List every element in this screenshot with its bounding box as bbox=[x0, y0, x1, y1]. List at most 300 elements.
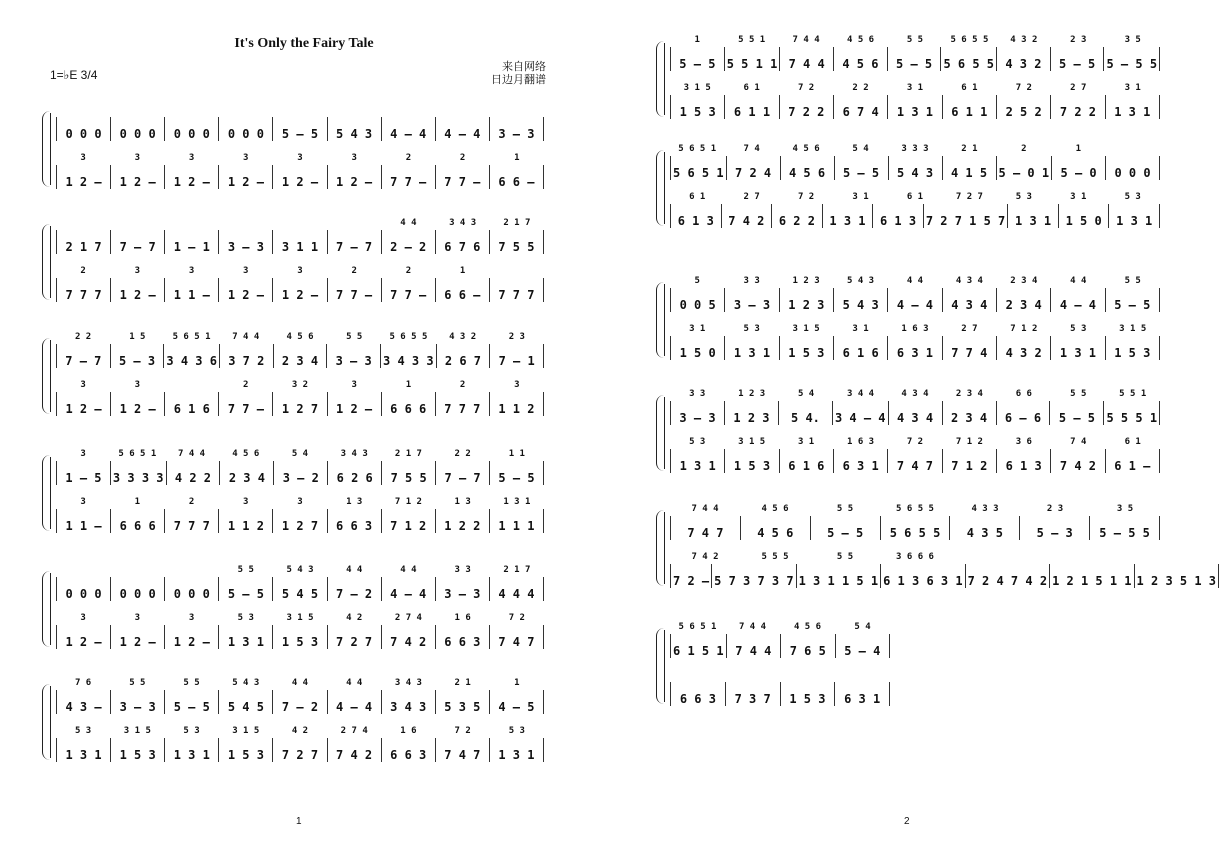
chord-notes: 3 bbox=[297, 153, 303, 163]
chord-notes: 4 2 bbox=[291, 726, 309, 736]
measure: 7 7 4 bbox=[943, 336, 997, 360]
measure: 1 5 3 bbox=[780, 336, 834, 360]
measure: 7 7 – bbox=[436, 165, 490, 189]
measure: 5 4 3 bbox=[834, 288, 888, 312]
measure: 6 2 2 bbox=[772, 204, 823, 228]
chord-notes: 5 5 bbox=[237, 565, 254, 575]
chord-notes: 3 1 5 bbox=[286, 613, 314, 623]
chord-notes: 7 4 4 bbox=[792, 35, 820, 45]
measure: 6 6 3 bbox=[436, 625, 490, 649]
measure: 2 3 4 bbox=[943, 401, 997, 425]
system-bracket-line bbox=[50, 457, 51, 529]
score-page-1 bbox=[0, 0, 608, 841]
measure: 1 1 2 bbox=[219, 509, 273, 533]
measure: 6 – 6 bbox=[997, 401, 1051, 425]
measure: 7 2 7 bbox=[328, 625, 382, 649]
score-system bbox=[52, 678, 544, 762]
measure: 3 3 3 3 bbox=[111, 461, 167, 485]
chord-notes: 2 7 bbox=[1070, 83, 1087, 93]
measure: 5 – 3 bbox=[1020, 516, 1090, 540]
chord-notes: 2 bbox=[351, 266, 357, 276]
measure: 7 2 2 bbox=[780, 95, 834, 119]
measure: 3 4 – 4 bbox=[833, 401, 889, 425]
measure: 0 0 0 bbox=[165, 117, 219, 141]
measure: 6 6 6 bbox=[382, 392, 436, 416]
lower-chord-row bbox=[670, 83, 1160, 93]
measure: 5 – 5 bbox=[1050, 401, 1104, 425]
chord-notes: 3 bbox=[351, 380, 357, 390]
measure: 6 7 6 bbox=[436, 230, 490, 254]
measure: 3 7 2 bbox=[220, 344, 274, 368]
chord-notes: 2 3 bbox=[1046, 504, 1064, 514]
measure: 7 – 7 bbox=[436, 461, 490, 485]
chord-notes: 2 7 bbox=[743, 192, 760, 202]
chord-notes: 7 2 bbox=[1015, 83, 1032, 93]
measure: 6 1 3 bbox=[670, 204, 722, 228]
measure: 6 3 1 bbox=[834, 449, 888, 473]
chord-notes: 2 1 bbox=[961, 144, 978, 154]
chord-notes: 5 3 bbox=[1124, 192, 1141, 202]
measure: 7 1 2 bbox=[943, 449, 997, 473]
measure: 6 6 3 bbox=[382, 738, 436, 762]
measure: 6 1 6 bbox=[780, 449, 834, 473]
measure: 2 3 4 bbox=[997, 288, 1051, 312]
measure: 1 5 3 bbox=[781, 682, 836, 706]
measure: 1 5 0 bbox=[670, 336, 725, 360]
score-system bbox=[666, 504, 1217, 588]
lower-chord-row bbox=[56, 380, 544, 390]
system-bracket-line bbox=[664, 152, 665, 224]
measure: 7 5 5 bbox=[490, 230, 544, 254]
chord-notes: 4 4 bbox=[346, 565, 363, 575]
measure: 2 6 7 bbox=[437, 344, 491, 368]
measure: 3 – 3 bbox=[111, 690, 165, 714]
score-system bbox=[666, 389, 1160, 473]
measure: 7 2 4 7 4 2 bbox=[966, 564, 1050, 588]
chord-notes: 3 bbox=[188, 153, 195, 163]
measure: 1 3 1 1 5 1 bbox=[797, 564, 881, 588]
chord-notes: 2 3 bbox=[1070, 35, 1087, 45]
chord-notes: 2 bbox=[405, 266, 412, 276]
song-title: It's Only the Fairy Tale bbox=[234, 36, 374, 51]
chord-notes: 5 6 5 5 bbox=[896, 504, 934, 514]
chord-notes: 1 5 bbox=[129, 332, 146, 342]
chord-notes: 2 bbox=[1021, 144, 1027, 154]
chord-notes: 1 3 1 bbox=[503, 497, 531, 507]
chord-notes: 5 6 5 1 bbox=[172, 332, 211, 342]
measure: 0 0 0 bbox=[111, 577, 165, 601]
system-bracket-line bbox=[664, 512, 665, 584]
chord-notes: 1 2 3 bbox=[792, 276, 820, 286]
chord-notes: 3 bbox=[80, 497, 86, 507]
measure: 7 – 7 bbox=[328, 230, 382, 254]
measure: 1 3 1 bbox=[56, 738, 111, 762]
score-system bbox=[666, 622, 890, 706]
chord-notes: 1 3 bbox=[454, 497, 471, 507]
measure: 4 5 6 bbox=[781, 156, 835, 180]
measure: 1 5 0 bbox=[1059, 204, 1110, 228]
chord-notes bbox=[56, 218, 110, 228]
chord-notes bbox=[490, 266, 544, 276]
measure: 5 6 5 5 bbox=[941, 47, 997, 71]
chord-notes bbox=[164, 380, 218, 390]
chord-notes: 4 4 bbox=[906, 276, 924, 286]
measure: 7 – 7 bbox=[56, 344, 111, 368]
upper-chord-row bbox=[56, 449, 544, 459]
measure: 1 2 – bbox=[165, 625, 219, 649]
measure: 1 2 – bbox=[111, 392, 165, 416]
chord-notes bbox=[164, 218, 218, 228]
chord-notes: 2 bbox=[405, 153, 412, 163]
measure: 1 3 1 bbox=[490, 738, 544, 762]
measure: 5 – 5 bbox=[273, 117, 327, 141]
chord-notes: 4 5 6 bbox=[232, 449, 260, 459]
chord-notes: 3 1 bbox=[689, 324, 706, 334]
upper-staff bbox=[670, 288, 1160, 312]
measure: 4 5 6 bbox=[834, 47, 888, 71]
chord-notes: 3 5 bbox=[1116, 504, 1134, 514]
lower-staff bbox=[56, 738, 544, 762]
measure: 7 4 2 bbox=[382, 625, 436, 649]
measure: 1 1 – bbox=[165, 278, 219, 302]
chord-notes: 3 bbox=[188, 266, 195, 276]
measure: 6 1 3 bbox=[873, 204, 924, 228]
lower-staff bbox=[670, 449, 1160, 473]
chord-notes: 3 2 bbox=[291, 380, 309, 390]
chord-notes: 1 bbox=[514, 678, 520, 688]
measure: 3 – 3 bbox=[490, 117, 544, 141]
lower-staff bbox=[670, 95, 1160, 119]
chord-notes: 3 1 5 bbox=[792, 324, 820, 334]
page-number-2: 2 bbox=[904, 816, 910, 827]
chord-notes: 1 6 3 bbox=[901, 324, 929, 334]
chord-notes: 3 bbox=[134, 153, 141, 163]
measure: 4 3 2 bbox=[997, 336, 1051, 360]
chord-notes bbox=[164, 565, 218, 575]
chord-notes: 3 1 5 bbox=[683, 83, 711, 93]
measure: 1 – 1 bbox=[165, 230, 219, 254]
chord-notes: 4 3 4 bbox=[955, 276, 983, 286]
measure: 7 7 7 bbox=[56, 278, 111, 302]
chord-notes: 5 5 bbox=[1124, 276, 1141, 286]
chord-notes: 2 7 bbox=[961, 324, 978, 334]
score-system bbox=[666, 276, 1160, 360]
score-system bbox=[52, 449, 544, 533]
chord-notes: 3 1 5 bbox=[123, 726, 151, 736]
measure: 5 – 0 bbox=[1052, 156, 1106, 180]
measure: 6 1 3 6 3 1 bbox=[881, 564, 965, 588]
measure: 5 – 5 bbox=[1051, 47, 1105, 71]
chord-notes: 1 bbox=[459, 266, 466, 276]
chord-notes: 3 bbox=[134, 380, 141, 390]
chord-notes: 4 3 3 bbox=[971, 504, 999, 514]
chord-notes: 3 4 4 bbox=[846, 389, 875, 399]
measure: 7 4 7 bbox=[436, 738, 490, 762]
chord-notes: 2 bbox=[80, 266, 86, 276]
chord-notes: 2 1 7 bbox=[503, 565, 531, 575]
chord-notes: 3 bbox=[80, 380, 86, 390]
upper-staff bbox=[670, 156, 1160, 180]
measure: 1 3 1 bbox=[219, 625, 273, 649]
measure: 1 2 3 bbox=[780, 288, 834, 312]
measure: 1 2 – bbox=[273, 165, 327, 189]
measure: 1 2 3 5 1 3 bbox=[1135, 564, 1219, 588]
chord-notes: 7 4 4 bbox=[691, 504, 719, 514]
measure: 4 1 5 bbox=[943, 156, 997, 180]
score-system bbox=[52, 113, 544, 189]
chord-notes: 5 3 bbox=[74, 726, 92, 736]
measure: 6 6 – bbox=[436, 278, 490, 302]
measure: 4 – 4 bbox=[888, 288, 942, 312]
lower-chord-row bbox=[670, 552, 1160, 562]
lower-staff bbox=[670, 336, 1160, 360]
chord-notes: 2 3 bbox=[508, 332, 525, 342]
system-bracket-line bbox=[664, 43, 665, 115]
measure: 6 1 1 bbox=[725, 95, 779, 119]
measure: 6 1 5 1 bbox=[670, 634, 727, 658]
chord-notes: 2 3 4 bbox=[955, 389, 983, 399]
chord-notes: 5 6 5 5 bbox=[950, 35, 989, 45]
lower-staff bbox=[56, 278, 544, 302]
measure: 7 2 – bbox=[670, 564, 712, 588]
chord-notes: 7 4 bbox=[743, 144, 760, 154]
chord-notes: 2 1 bbox=[454, 678, 471, 688]
measure: 1 3 1 bbox=[165, 738, 219, 762]
chord-notes: 4 4 bbox=[291, 678, 309, 688]
chord-notes: 3 1 5 bbox=[738, 437, 766, 447]
measure: 7 – 7 bbox=[111, 230, 165, 254]
lower-staff bbox=[670, 682, 890, 706]
measure: 4 2 2 bbox=[167, 461, 221, 485]
measure: 1 2 7 bbox=[273, 509, 327, 533]
measure: 7 4 4 bbox=[727, 634, 781, 658]
chord-notes: 1 bbox=[134, 497, 141, 507]
chord-notes: 5 4 bbox=[797, 389, 815, 399]
measure: 4 3 2 bbox=[997, 47, 1051, 71]
upper-chord-row bbox=[56, 565, 544, 575]
chord-notes: 4 3 4 bbox=[901, 389, 929, 399]
measure: 7 5 5 bbox=[382, 461, 436, 485]
chord-notes: 4 4 bbox=[1070, 276, 1087, 286]
measure: 0 0 0 bbox=[219, 117, 273, 141]
measure: 0 0 5 bbox=[670, 288, 725, 312]
chord-notes: 4 4 bbox=[346, 678, 363, 688]
measure: 6 1 6 bbox=[165, 392, 219, 416]
chord-notes bbox=[110, 565, 164, 575]
measure: 1 2 – bbox=[328, 392, 382, 416]
chord-notes: 4 5 6 bbox=[846, 35, 875, 45]
measure: 1 5 3 bbox=[725, 449, 779, 473]
measure: 1 5 3 bbox=[1106, 336, 1160, 360]
measure: 7 7 7 bbox=[436, 392, 490, 416]
chord-notes: 3 bbox=[188, 613, 195, 623]
measure: 5 3 5 bbox=[436, 690, 490, 714]
measure: 5 5 1 1 bbox=[725, 47, 781, 71]
chord-notes: 3 1 bbox=[852, 324, 869, 334]
chord-notes: 7 2 bbox=[508, 613, 525, 623]
measure: 5 – 5 bbox=[1106, 288, 1160, 312]
chord-notes: 3 bbox=[243, 497, 249, 507]
upper-staff bbox=[670, 516, 1160, 540]
measure: 4 3 4 bbox=[889, 401, 943, 425]
chord-notes: 3 1 bbox=[1124, 83, 1141, 93]
measure: 3 – 2 bbox=[274, 461, 328, 485]
measure: 0 0 0 bbox=[111, 117, 165, 141]
measure: 4 – 4 bbox=[382, 117, 436, 141]
chord-notes: 6 1 bbox=[1124, 437, 1141, 447]
chord-notes: 7 2 bbox=[454, 726, 471, 736]
upper-chord-row bbox=[670, 389, 1160, 399]
system-bracket-line bbox=[50, 686, 51, 758]
chord-notes: 6 1 bbox=[743, 83, 760, 93]
system-bracket-line bbox=[50, 113, 51, 185]
chord-notes: 7 2 bbox=[797, 83, 815, 93]
score-system bbox=[52, 332, 544, 416]
measure: 7 – 2 bbox=[273, 690, 327, 714]
chord-notes: 4 5 6 bbox=[761, 504, 789, 514]
chord-notes bbox=[56, 565, 110, 575]
chord-notes: 5 5 5 bbox=[761, 552, 789, 562]
measure: 5 4. bbox=[779, 401, 833, 425]
chord-notes: 7 1 2 bbox=[955, 437, 983, 447]
source-line-1: 来自网络 bbox=[502, 61, 546, 73]
measure: 1 2 – bbox=[56, 165, 111, 189]
measure: 5 6 5 5 bbox=[881, 516, 951, 540]
measure: 1 3 1 bbox=[1109, 204, 1160, 228]
measure: 3 4 3 6 bbox=[164, 344, 220, 368]
chord-notes: 3 bbox=[297, 266, 303, 276]
upper-staff bbox=[670, 401, 1160, 425]
chord-notes bbox=[219, 218, 273, 228]
measure: 7 2 4 bbox=[727, 156, 781, 180]
measure: 5 – 4 bbox=[836, 634, 890, 658]
lower-staff bbox=[56, 392, 544, 416]
chord-notes: 3 bbox=[134, 613, 141, 623]
source-credit bbox=[491, 61, 546, 87]
chord-notes: 5 6 5 5 bbox=[389, 332, 428, 342]
measure: 3 4 3 bbox=[382, 690, 436, 714]
measure: 3 – 3 bbox=[670, 401, 725, 425]
measure: 4 3 – bbox=[56, 690, 111, 714]
upper-chord-row bbox=[56, 332, 544, 342]
measure: 7 4 2 bbox=[328, 738, 382, 762]
measure: 7 4 2 bbox=[722, 204, 773, 228]
chord-notes: 3 4 3 bbox=[394, 678, 422, 688]
measure: 5 – 5 bbox=[165, 690, 219, 714]
chord-notes: 2 3 4 bbox=[1010, 276, 1038, 286]
chord-notes: 6 1 bbox=[689, 192, 706, 202]
measure: 6 6 6 bbox=[111, 509, 165, 533]
measure: 7 7 – bbox=[328, 278, 382, 302]
measure: 7 7 – bbox=[219, 392, 273, 416]
measure: 6 1 – bbox=[1106, 449, 1160, 473]
system-bracket-line bbox=[664, 284, 665, 356]
chord-notes: 5 5 bbox=[1070, 389, 1087, 399]
upper-chord-row bbox=[670, 276, 1160, 286]
measure: 4 – 4 bbox=[328, 690, 382, 714]
chord-notes: 3 3 3 bbox=[901, 144, 929, 154]
chord-notes: 3 1 5 bbox=[1119, 324, 1147, 334]
lower-chord-row bbox=[670, 324, 1160, 334]
key-signature: 1=♭E 3/4 bbox=[50, 68, 98, 82]
measure: 6 6 3 bbox=[328, 509, 382, 533]
upper-staff bbox=[56, 690, 544, 714]
chord-notes: 4 3 2 bbox=[449, 332, 477, 342]
upper-chord-row bbox=[670, 622, 890, 632]
chord-notes: 3 3 bbox=[689, 389, 706, 399]
chord-notes: 7 4 bbox=[1070, 437, 1087, 447]
measure: 5 4 3 bbox=[328, 117, 382, 141]
upper-chord-row bbox=[56, 218, 544, 228]
measure: 7 2 2 bbox=[1051, 95, 1105, 119]
system-bracket-line bbox=[50, 573, 51, 645]
measure: 1 2 – bbox=[111, 625, 165, 649]
measure: 7 4 4 bbox=[780, 47, 834, 71]
chord-notes: 1 bbox=[694, 35, 700, 45]
chord-notes: 5 3 bbox=[508, 726, 525, 736]
measure: 4 3 4 bbox=[943, 288, 997, 312]
score-system bbox=[666, 35, 1160, 119]
measure: 7 4 2 bbox=[1051, 449, 1105, 473]
lower-chord-row bbox=[56, 613, 544, 623]
chord-notes: 2 1 7 bbox=[503, 218, 531, 228]
measure: 1 3 1 bbox=[1008, 204, 1059, 228]
chord-notes: 7 2 bbox=[797, 192, 815, 202]
measure: 5 4 5 bbox=[273, 577, 327, 601]
chord-notes: 5 4 3 bbox=[286, 565, 314, 575]
measure: 1 2 – bbox=[219, 278, 273, 302]
measure: 4 – 4 bbox=[382, 577, 436, 601]
measure: 4 – 4 bbox=[1051, 288, 1105, 312]
chord-notes: 4 2 bbox=[346, 613, 363, 623]
chord-notes bbox=[950, 552, 1020, 562]
measure: 5 – 5 bbox=[888, 47, 942, 71]
chord-notes: 1 6 bbox=[400, 726, 417, 736]
chord-notes: 7 1 2 bbox=[394, 497, 422, 507]
chord-notes bbox=[110, 218, 164, 228]
chord-notes: 3 1 bbox=[906, 83, 924, 93]
chord-notes: 7 4 2 bbox=[691, 552, 719, 562]
measure: 6 2 6 bbox=[328, 461, 382, 485]
measure: 1 2 – bbox=[219, 165, 273, 189]
measure: 5 – 5 bbox=[490, 461, 544, 485]
chord-notes: 1 bbox=[1075, 144, 1081, 154]
chord-notes: 3 6 6 6 bbox=[896, 552, 934, 562]
measure: 1 3 1 bbox=[888, 95, 942, 119]
chord-notes: 4 3 2 bbox=[1010, 35, 1038, 45]
measure: 4 – 5 bbox=[490, 690, 544, 714]
score-system bbox=[666, 144, 1160, 228]
measure: 6 1 3 bbox=[997, 449, 1051, 473]
chord-notes: 3 bbox=[243, 266, 249, 276]
measure: 1 2 3 bbox=[725, 401, 779, 425]
upper-staff bbox=[670, 634, 890, 658]
chord-notes: 7 1 2 bbox=[1010, 324, 1038, 334]
chord-notes: 5 5 bbox=[129, 678, 146, 688]
chord-notes: 3 3 bbox=[743, 276, 760, 286]
measure: 5 – 5 bbox=[811, 516, 881, 540]
measure: 5 5 5 1 bbox=[1104, 401, 1160, 425]
chord-notes: 3 bbox=[514, 380, 520, 390]
upper-chord-row bbox=[56, 678, 544, 688]
measure: 7 2 7 1 5 7 bbox=[924, 204, 1008, 228]
upper-staff bbox=[56, 230, 544, 254]
chord-notes: 4 4 bbox=[400, 565, 417, 575]
measure: 0 0 0 bbox=[1106, 156, 1160, 180]
chord-notes: 5 4 3 bbox=[846, 276, 875, 286]
measure: 5 6 5 1 bbox=[670, 156, 727, 180]
chord-notes: 7 4 4 bbox=[178, 449, 206, 459]
